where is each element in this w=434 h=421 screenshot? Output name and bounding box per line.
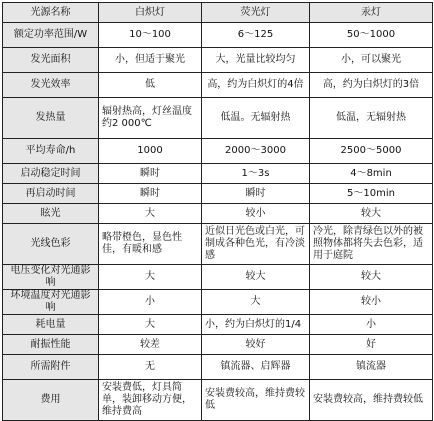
table-cell: 低温。无辐射热 [202,98,310,139]
table-cell: 略带橙色，显色性佳，有暖和感 [99,224,202,265]
table-cell: 大 [99,315,202,335]
row-label: 启动稳定时间 [3,164,99,184]
table-row [3,335,433,355]
table-cell: 2000～3000 [202,139,310,164]
table-cell: 小 [310,315,433,335]
table-row [3,73,433,98]
table-cell: 好 [310,335,433,355]
row-label: 费用 [3,380,99,421]
table-row [3,380,433,421]
table-body [3,23,433,421]
table-cell: 辐射热高，灯丝温度约2 000℃ [99,98,202,139]
table-cell: 10～100 [99,23,202,48]
table-cell: 较好 [202,335,310,355]
comparison-table [2,2,433,421]
table-cell: 高，约为白炽灯的3倍 [310,73,433,98]
table-cell: 较差 [99,335,202,355]
table-row [3,265,433,290]
header-cell: 光源名称 [3,3,99,23]
row-label: 平均寿命/h [3,139,99,164]
table-cell: 较大 [310,265,433,290]
table-row [3,315,433,335]
table-cell: 无 [99,355,202,380]
table-cell: 大 [99,265,202,290]
row-label: 发热量 [3,98,99,139]
table-cell: 1000 [99,139,202,164]
row-label: 光线色彩 [3,224,99,265]
table-cell: 较小 [310,290,433,315]
table-cell: 4～8min [310,164,433,184]
row-label: 再启动时间 [3,184,99,204]
table-cell: 大，光量比较均匀 [202,48,310,73]
table-cell: 小，但适于聚光 [99,48,202,73]
table-cell: 近似日光色或白光，可制成各种色光，有冷淡感 [202,224,310,265]
table-cell: 镇流器、启辉器 [202,355,310,380]
header-cell: 白炽灯 [99,3,202,23]
table-cell: 瞬时 [99,184,202,204]
table-cell: 5～10min [310,184,433,204]
table-cell: 大 [99,204,202,224]
header-row [3,3,433,23]
row-label: 电压变化对光通影响 [3,265,99,290]
table-row [3,224,433,265]
table-cell: 安装费低，灯具简单，装卸移动方便，维持费高 [99,380,202,421]
row-label: 发光效率 [3,73,99,98]
table-cell: 瞬时 [202,184,310,204]
table-cell: 6～125 [202,23,310,48]
table-row [3,184,433,204]
table-cell: 小 [99,290,202,315]
header-cell: 汞灯 [310,3,433,23]
table-row [3,355,433,380]
row-label: 耗电量 [3,315,99,335]
table-cell: 1～3s [202,164,310,184]
table-cell: 较大 [202,265,310,290]
table-cell: 小，可以聚光 [310,48,433,73]
table-cell: 低 [99,73,202,98]
table-cell: 高，约为白炽灯的4倍 [202,73,310,98]
table-row [3,98,433,139]
table-row [3,48,433,73]
table-row [3,23,433,48]
table-row [3,204,433,224]
row-label: 耐振性能 [3,335,99,355]
table-cell: 低温，无辐射热 [310,98,433,139]
table-row [3,290,433,315]
row-label: 额定功率范围/W [3,23,99,48]
table-cell: 瞬时 [99,164,202,184]
table-row [3,139,433,164]
table-cell: 安装费较高，维持费较低 [310,380,433,421]
row-label: 所需附件 [3,355,99,380]
table-cell: 大 [202,290,310,315]
row-label: 环境温度对光通影响 [3,290,99,315]
light-source-comparison [2,2,432,421]
row-label: 发光面积 [3,48,99,73]
row-label: 眩光 [3,204,99,224]
table-cell: 安装费较高，维持费较低 [202,380,310,421]
table-cell: 小，约为白炽灯的1/4 [202,315,310,335]
table-cell: 50～1000 [310,23,433,48]
table-cell: 较小 [202,204,310,224]
table-cell: 2500～5000 [310,139,433,164]
table-cell: 冷光，除青绿色以外的被照物体都将失去色彩，适用于庭院 [310,224,433,265]
table-row [3,164,433,184]
table-cell: 镇流器 [310,355,433,380]
table-cell: 较大 [310,204,433,224]
header-cell: 荧光灯 [202,3,310,23]
